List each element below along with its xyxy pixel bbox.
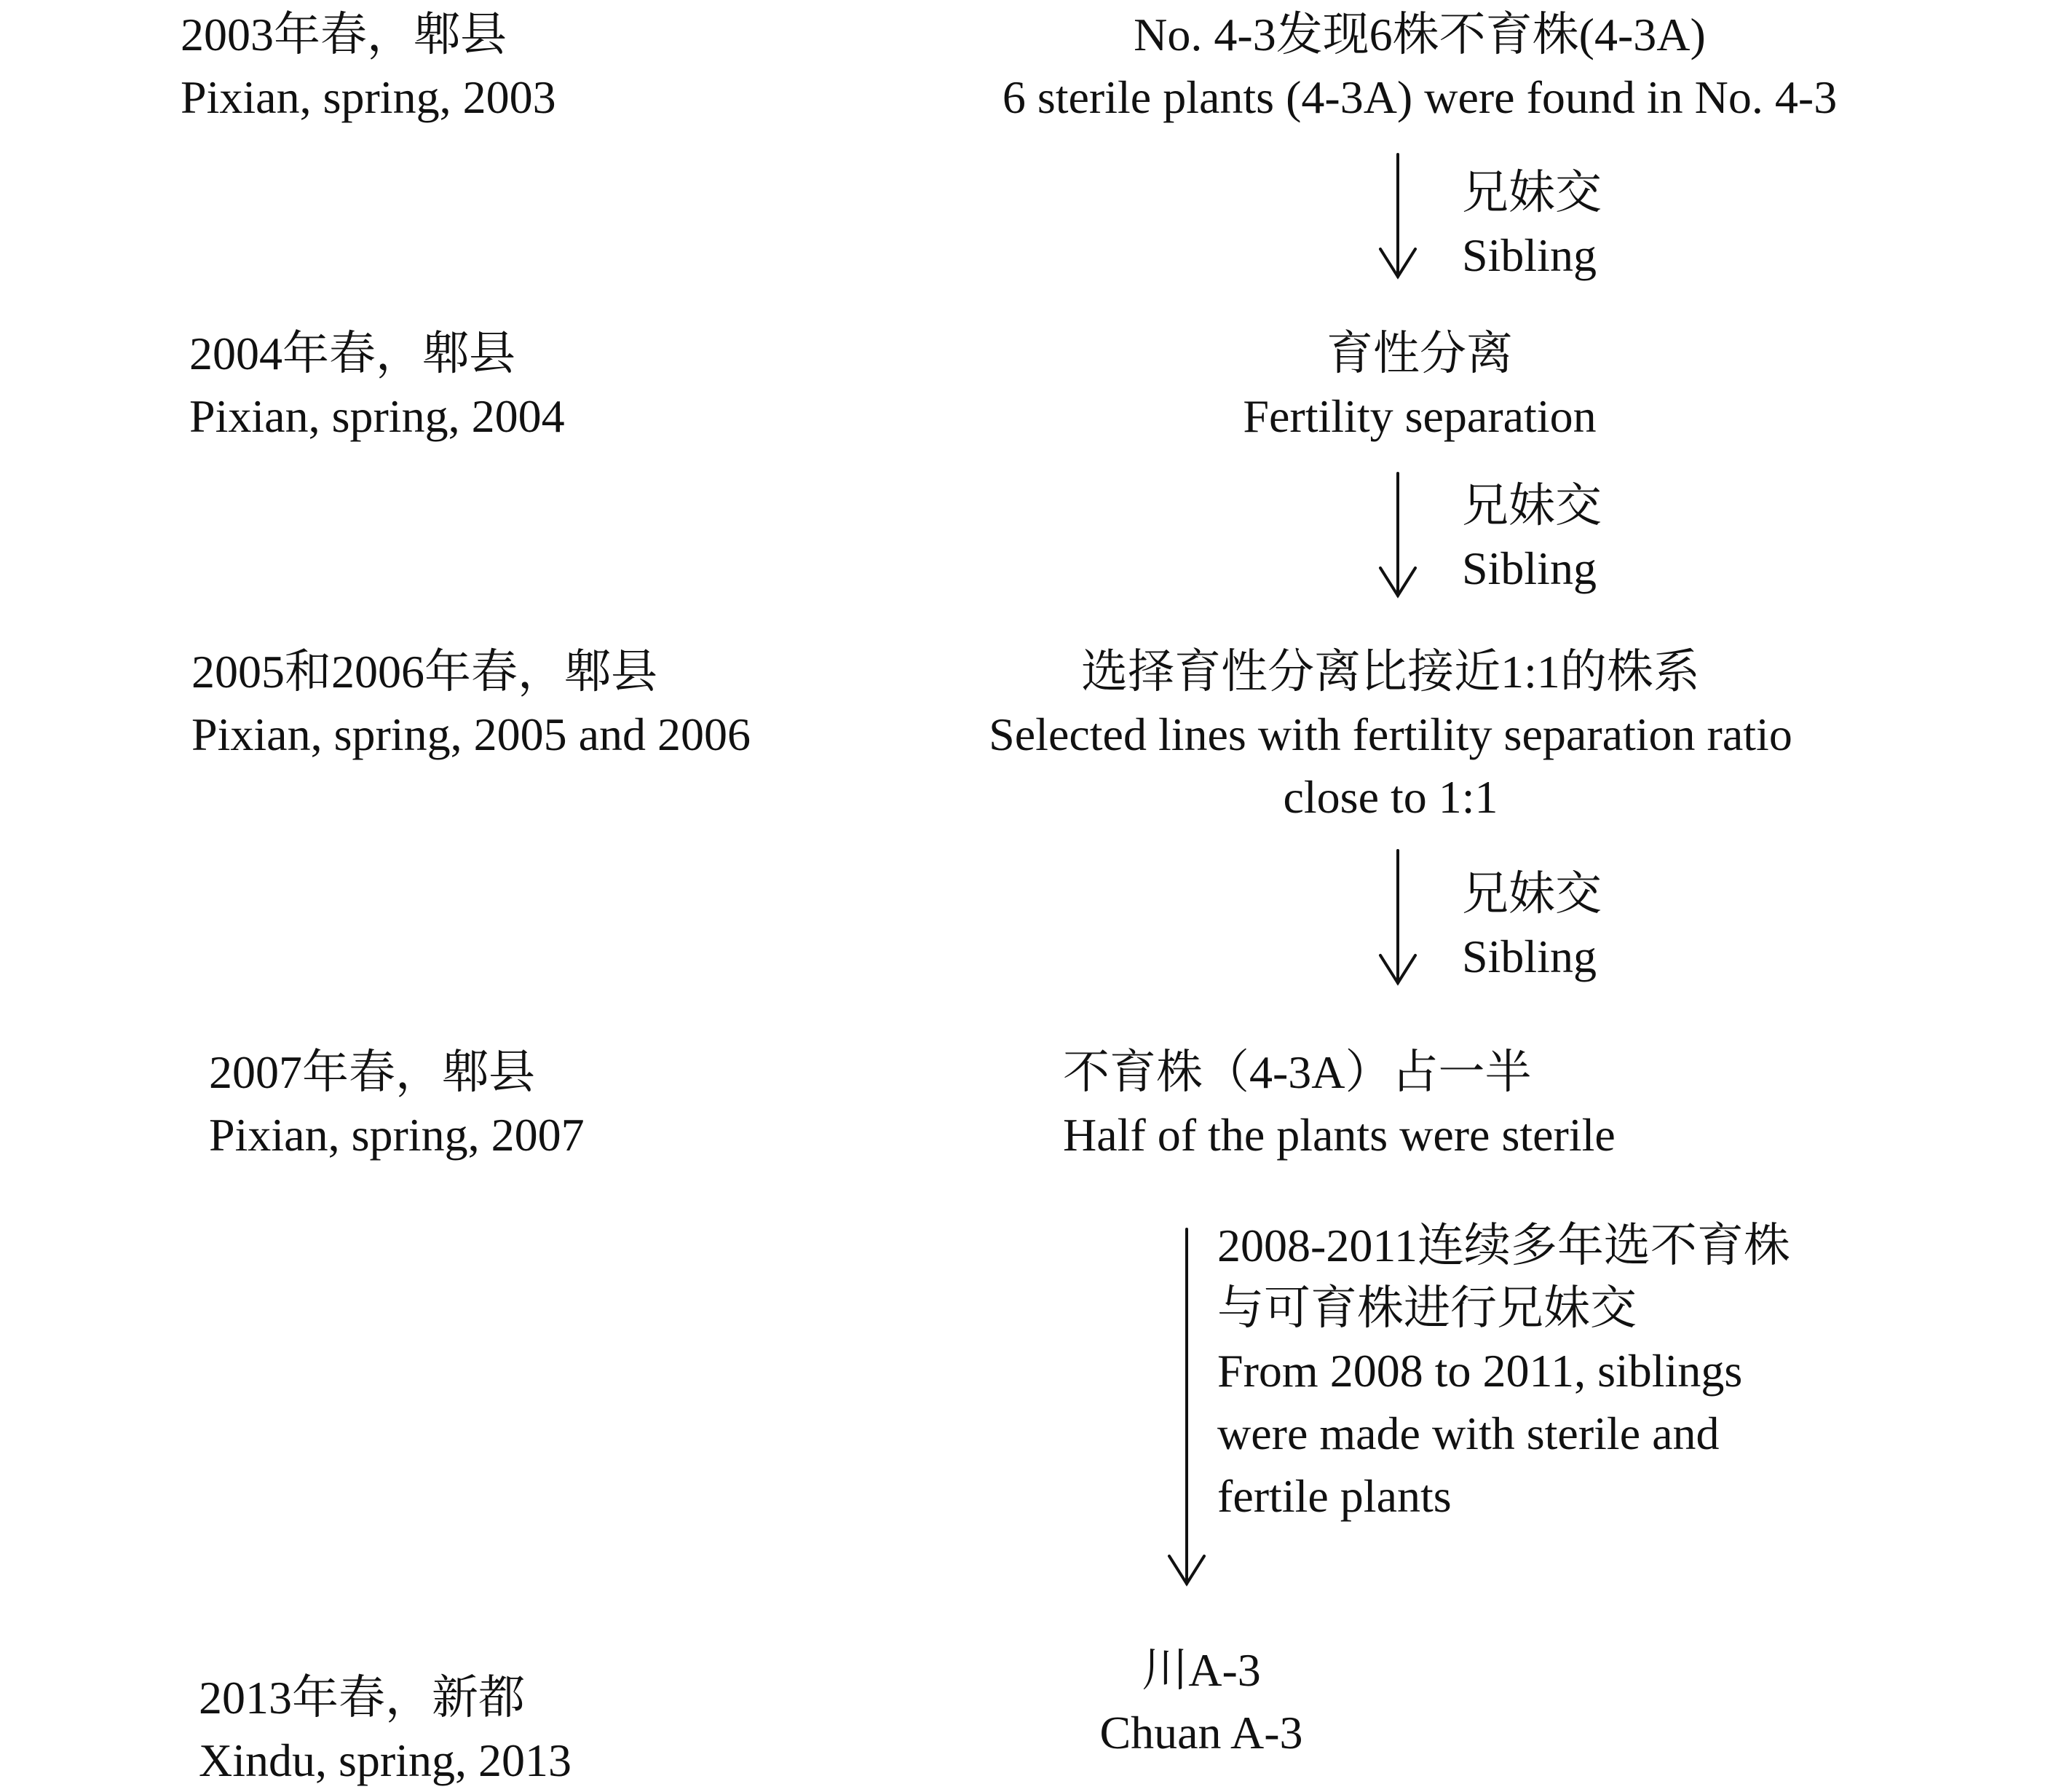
stage-4-result-zh: 不育株（4-3A）占一半 (1063, 1046, 1532, 1098)
transition-4-en-1: From 2008 to 2011, siblings (1217, 1345, 1743, 1397)
stage-5-result-en: Chuan A-3 (1099, 1707, 1303, 1759)
stage-2-result-zh: 育性分离 (1326, 328, 1513, 379)
stage-2-location-zh: 2004年春，郫县 (189, 328, 515, 379)
stage-3-location-zh: 2005和2006年春，郫县 (191, 646, 657, 698)
stage-3-result-zh: 选择育性分离比接近1:1的株系 (1081, 646, 1700, 698)
transition-3-zh: 兄妹交 (1462, 868, 1602, 920)
stage-4-location-en: Pixian, spring, 2007 (209, 1109, 585, 1161)
arrow-4 (1169, 1229, 1204, 1584)
transition-3-en: Sibling (1462, 931, 1597, 982)
stage-3-location-en: Pixian, spring, 2005 and 2006 (191, 708, 751, 760)
transition-1-zh: 兄妹交 (1462, 167, 1602, 218)
stage-4-result-en: Half of the plants were sterile (1063, 1109, 1616, 1161)
stage-3-result-en-1: Selected lines with fertility separation ratio (989, 708, 1792, 760)
stage-1-location-zh: 2003年春，郫县 (181, 9, 507, 60)
transition-4-zh-2: 与可育株进行兄妹交 (1217, 1282, 1637, 1334)
stage-4-location-zh: 2007年春，郫县 (209, 1046, 535, 1098)
transition-4-en-3: fertile plants (1217, 1470, 1452, 1522)
stage-2-result-en: Fertility separation (1243, 390, 1597, 442)
stage-2-location-en: Pixian, spring, 2004 (189, 390, 565, 442)
arrow-2 (1380, 473, 1415, 596)
transition-4-zh-1: 2008-2011连续多年选不育株 (1217, 1220, 1790, 1271)
stage-1-result-en: 6 sterile plants (4-3A) were found in No. 4-3 (1002, 71, 1838, 123)
arrow-3 (1380, 850, 1415, 983)
transition-2-zh: 兄妹交 (1462, 480, 1602, 532)
arrow-1 (1380, 154, 1415, 277)
stage-5-result-zh: 川A-3 (1142, 1644, 1261, 1696)
stage-1-location-en: Pixian, spring, 2003 (181, 71, 556, 123)
stage-5-location-zh: 2013年春，新都 (199, 1672, 525, 1724)
transition-1-en: Sibling (1462, 229, 1597, 281)
transition-4-en-2: were made with sterile and (1217, 1408, 1720, 1459)
stage-5-location-en: Xindu, spring, 2013 (199, 1734, 572, 1786)
stage-1-result-zh: No. 4-3发现6株不育株(4-3A) (1134, 9, 1706, 60)
transition-2-en: Sibling (1462, 542, 1597, 594)
stage-3-result-en-2: close to 1:1 (1283, 771, 1498, 823)
